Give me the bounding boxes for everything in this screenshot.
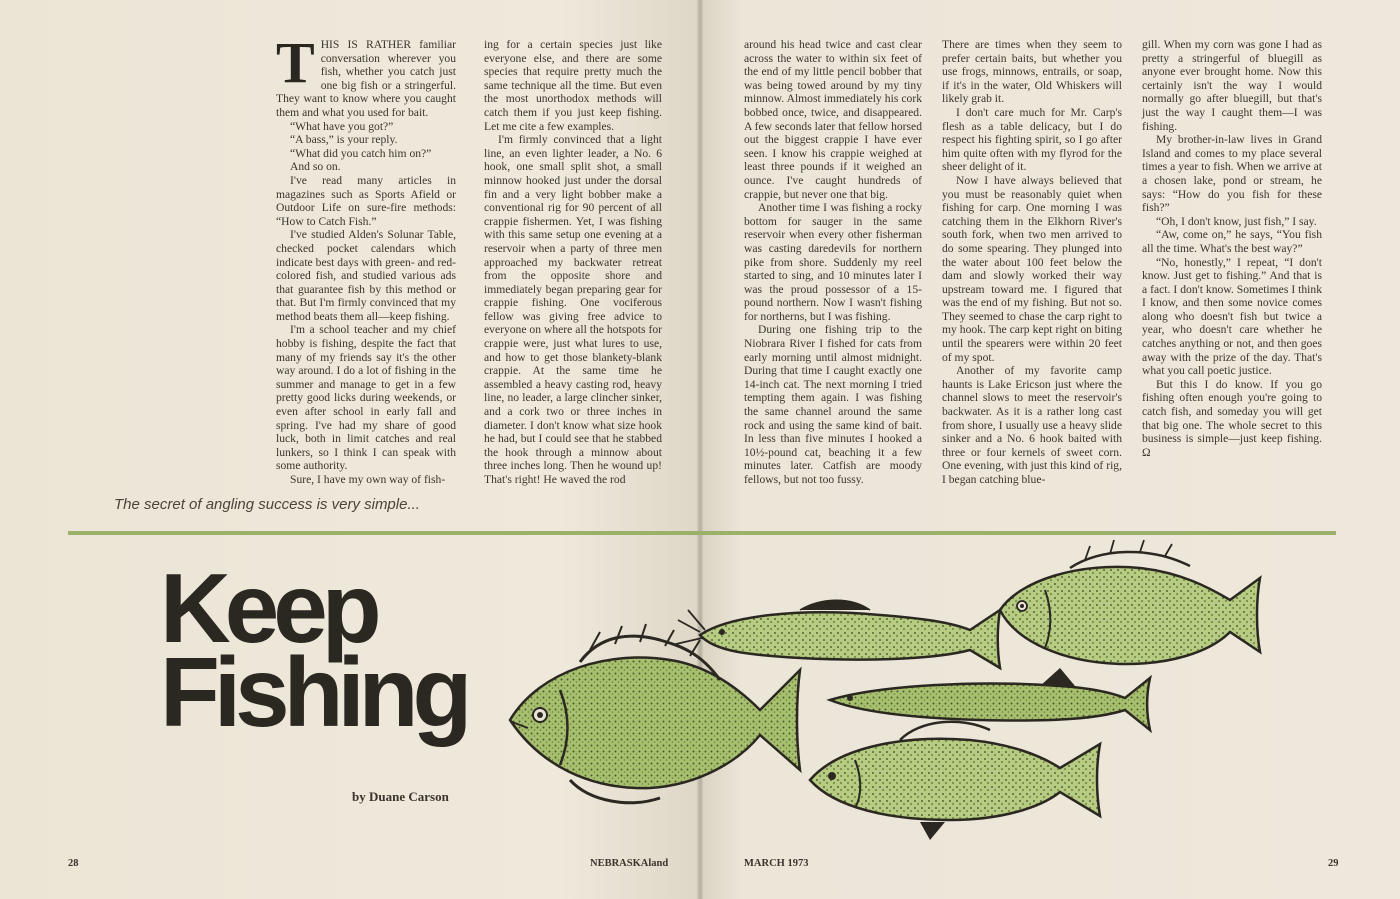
green-rule-right [700, 531, 1336, 535]
article-column-2 [484, 38, 662, 486]
first-paragraph [276, 30, 456, 120]
paragraph: Now I have always believed that you must be reasonably quiet when fishing for carp. One morning I was catching them in the Elkhorn River's south fork, when two men arrived to do some spearing. They plunged into the water about 100 feet below the dam and slowly worked their way upstream toward me. I figured that was the end of my fishing. But not so. They seemed to chase the carp right to my hook. The carp kept right on biting until the spearers were within 20 feet of my spot. [942, 173, 1122, 364]
paragraph: “Oh, I don't know, just fish,” I say. [1156, 214, 1317, 228]
article-title [160, 553, 467, 747]
magazine-name: NEBRASKAland [590, 858, 669, 869]
issue-date: MARCH 1973 [744, 858, 809, 869]
paragraph: Another time I was fishing a rocky bottom for sauger in the same reservoir when every other fisherman was casting daredevils for northern pike from shore. Suddenly my reel started to sing, and 10 minutes later I was the proud possessor of a 15-pound northern. Now I wasn't fishing for northerns, but I was fishing. [744, 201, 922, 323]
paragraph: “What did you catch him on?” [290, 146, 432, 160]
fish-illustration [500, 540, 1300, 860]
paragraph: “Aw, come on,” he says, “You fish all the time. What's the best way?” [1142, 228, 1322, 255]
paragraph: During one fishing trip to the Niobrara River I fished for cats from early morning until almost midnight. During that time I caught exactly one 14-inch cat. The next morning I tried tempting them again. I was fishing the same channel around the same rock and using the same kind of bait. In less than five minutes I hooked a 10½-pound cat, beaching it a few minutes later. Catfish are moody fellows, but not too fussy. [744, 323, 922, 486]
paragraph: “No, honestly,” I repeat, “I don't know. Just get to fishing.” And that is a fact. I don't know. Sometimes I think I know, and then some novice comes along who doesn't fish but twice a year, who doesn't care whether he catches anything or not, and then goes away with the prize of the day. That's what you call poetic justice. [1142, 255, 1322, 378]
paragraph: Sure, I have my own way of fish- [290, 473, 446, 486]
carp-fish [810, 722, 1100, 840]
pike-fish [830, 668, 1150, 730]
paragraph: My brother-in-law lives in Grand Island and comes to my place several times a year to fish. When we arrive at a chosen lake, pond or stream, he says: “How do you fish for these fish?” [1142, 133, 1322, 215]
paragraph: I don't care much for Mr. Carp's flesh as a table delicacy, but I do respect his fighting spirit, so I go after him quite often with my flyrod for the sheer delight of it. [942, 105, 1122, 174]
article-column-4 [942, 38, 1122, 486]
green-rule-left [68, 531, 700, 535]
lead-text: HIS IS RATHER familiar conversation wherever you fish, whether you catch just one big fish or a stringerful. They want to know where you caught them and what you used for bait. [276, 38, 456, 119]
paragraph: “A bass,” is your reply. [290, 133, 398, 147]
drop-cap: T [276, 30, 315, 95]
paragraph: There are times when they seem to prefer certain baits, but whether you use frogs, minnows, entrails, or soap, if it's in the water, Old Whiskers will likely grab it. [942, 38, 1122, 106]
paragraph: I've read many articles in magazines such as Sports Afield or Outdoor Life on sure-fire methods: “How to Catch Fish.” [276, 173, 456, 228]
left-page-number: 28 [68, 858, 79, 869]
article-column-1 [276, 30, 456, 486]
article-tagline: The secret of angling success is very simple... [114, 496, 420, 513]
paragraph: ing for a certain species just like everyone else, and there are some species that require pretty much the same technique all the time. But even the most unorthodox methods will catch them if you just keep fishing. Let me cite a few examples. [484, 38, 662, 133]
article-column-5 [1142, 38, 1322, 474]
bluegill-fish-right [1000, 540, 1260, 664]
paragraph: I've studied Alden's Solunar Table, checked pocket calendars which indicate best days with green- and red-colored fish, and studied various ads that guarantee fish by this method or that. But I'm firmly convinced that my method beats them all—keep fishing. [276, 228, 456, 323]
paragraph: But this I do know. If you go fishing often enough you're going to catch fish, and someday you will get that big one. The whole secret to this business is simple—just keep fishing. Ω [1142, 377, 1322, 459]
paragraph: gill. When my corn was gone I had as pretty a stringerful of bluegill as anyone ever brought home. Now this certainly isn't the way I would normally go after bluegill, but that's just the way I caught them—I was fishing. [1142, 38, 1322, 133]
catfish [676, 600, 1000, 668]
title-line-fishing: Fishing [160, 637, 467, 747]
paragraph: “What have you got?” [290, 119, 394, 133]
title-line-keep: Keep [160, 553, 376, 663]
right-page-number: 29 [1328, 858, 1339, 869]
byline: by Duane Carson [352, 789, 449, 804]
paragraph: I'm a school teacher and my chief hobby is fishing, despite the fact that many of my friends say it's the other way around. I do a lot of fishing in the summer and manage to get in a few pretty good licks during weekends, or even after school in early fall and spring. I've had my share of good luck, both in limit catches and real lunkers, so I think I can speak with some authority. [276, 323, 456, 473]
paragraph: around his head twice and cast clear across the water to within six feet of the end of my little pencil bobber that was being towed around by my tiny minnow. Almost immediately his cork bobbed once, twice, and disappeared. A few seconds later that fellow horsed out the biggest crappie I have ever seen. I know his crappie weighed at least three pounds if it weighed an ounce. I've caught hundreds of crappie, but never one that big. [744, 38, 922, 201]
paragraph: I'm firmly convinced that a light line, an even lighter leader, a No. 6 hook, one small split shot, a small minnow hooked just under the dorsal fin and a very light bobber make a conventional rig for 90 percent of all crappie fishermen. Yet, I was fishing with this same setup one evening at a reservoir when a party of three men approached my backwater retreat from the opposite shore and immediately began preparing gear for crappie fishing. One vociferous fellow was giving free advice to everyone on where all the hotspots for crappie were, just what lures to use, and how to get those blankety-blank crappie. At the same time he assembled a heavy casting rod, heavy line, no leader, a large clincher sinker, and a cork two or three inches in diameter. I don't know what size hook he had, but I could see that he stabbed the hook through a minnow about three inches long. Then he wound up! That's right! He waved the rod [484, 133, 662, 486]
paragraph: And so on. [290, 160, 341, 174]
article-column-3 [744, 38, 922, 486]
paragraph: Another of my favorite camp haunts is Lake Ericson just where the channel slows to meet the reservoir's backwater. As it is a rather long cast from shore, I usually use a heavy slide sinker and a No. 6 hook baited with three or four kernels of sweet corn. One evening, with just this kind of rig, I began catching blue- [942, 364, 1122, 486]
